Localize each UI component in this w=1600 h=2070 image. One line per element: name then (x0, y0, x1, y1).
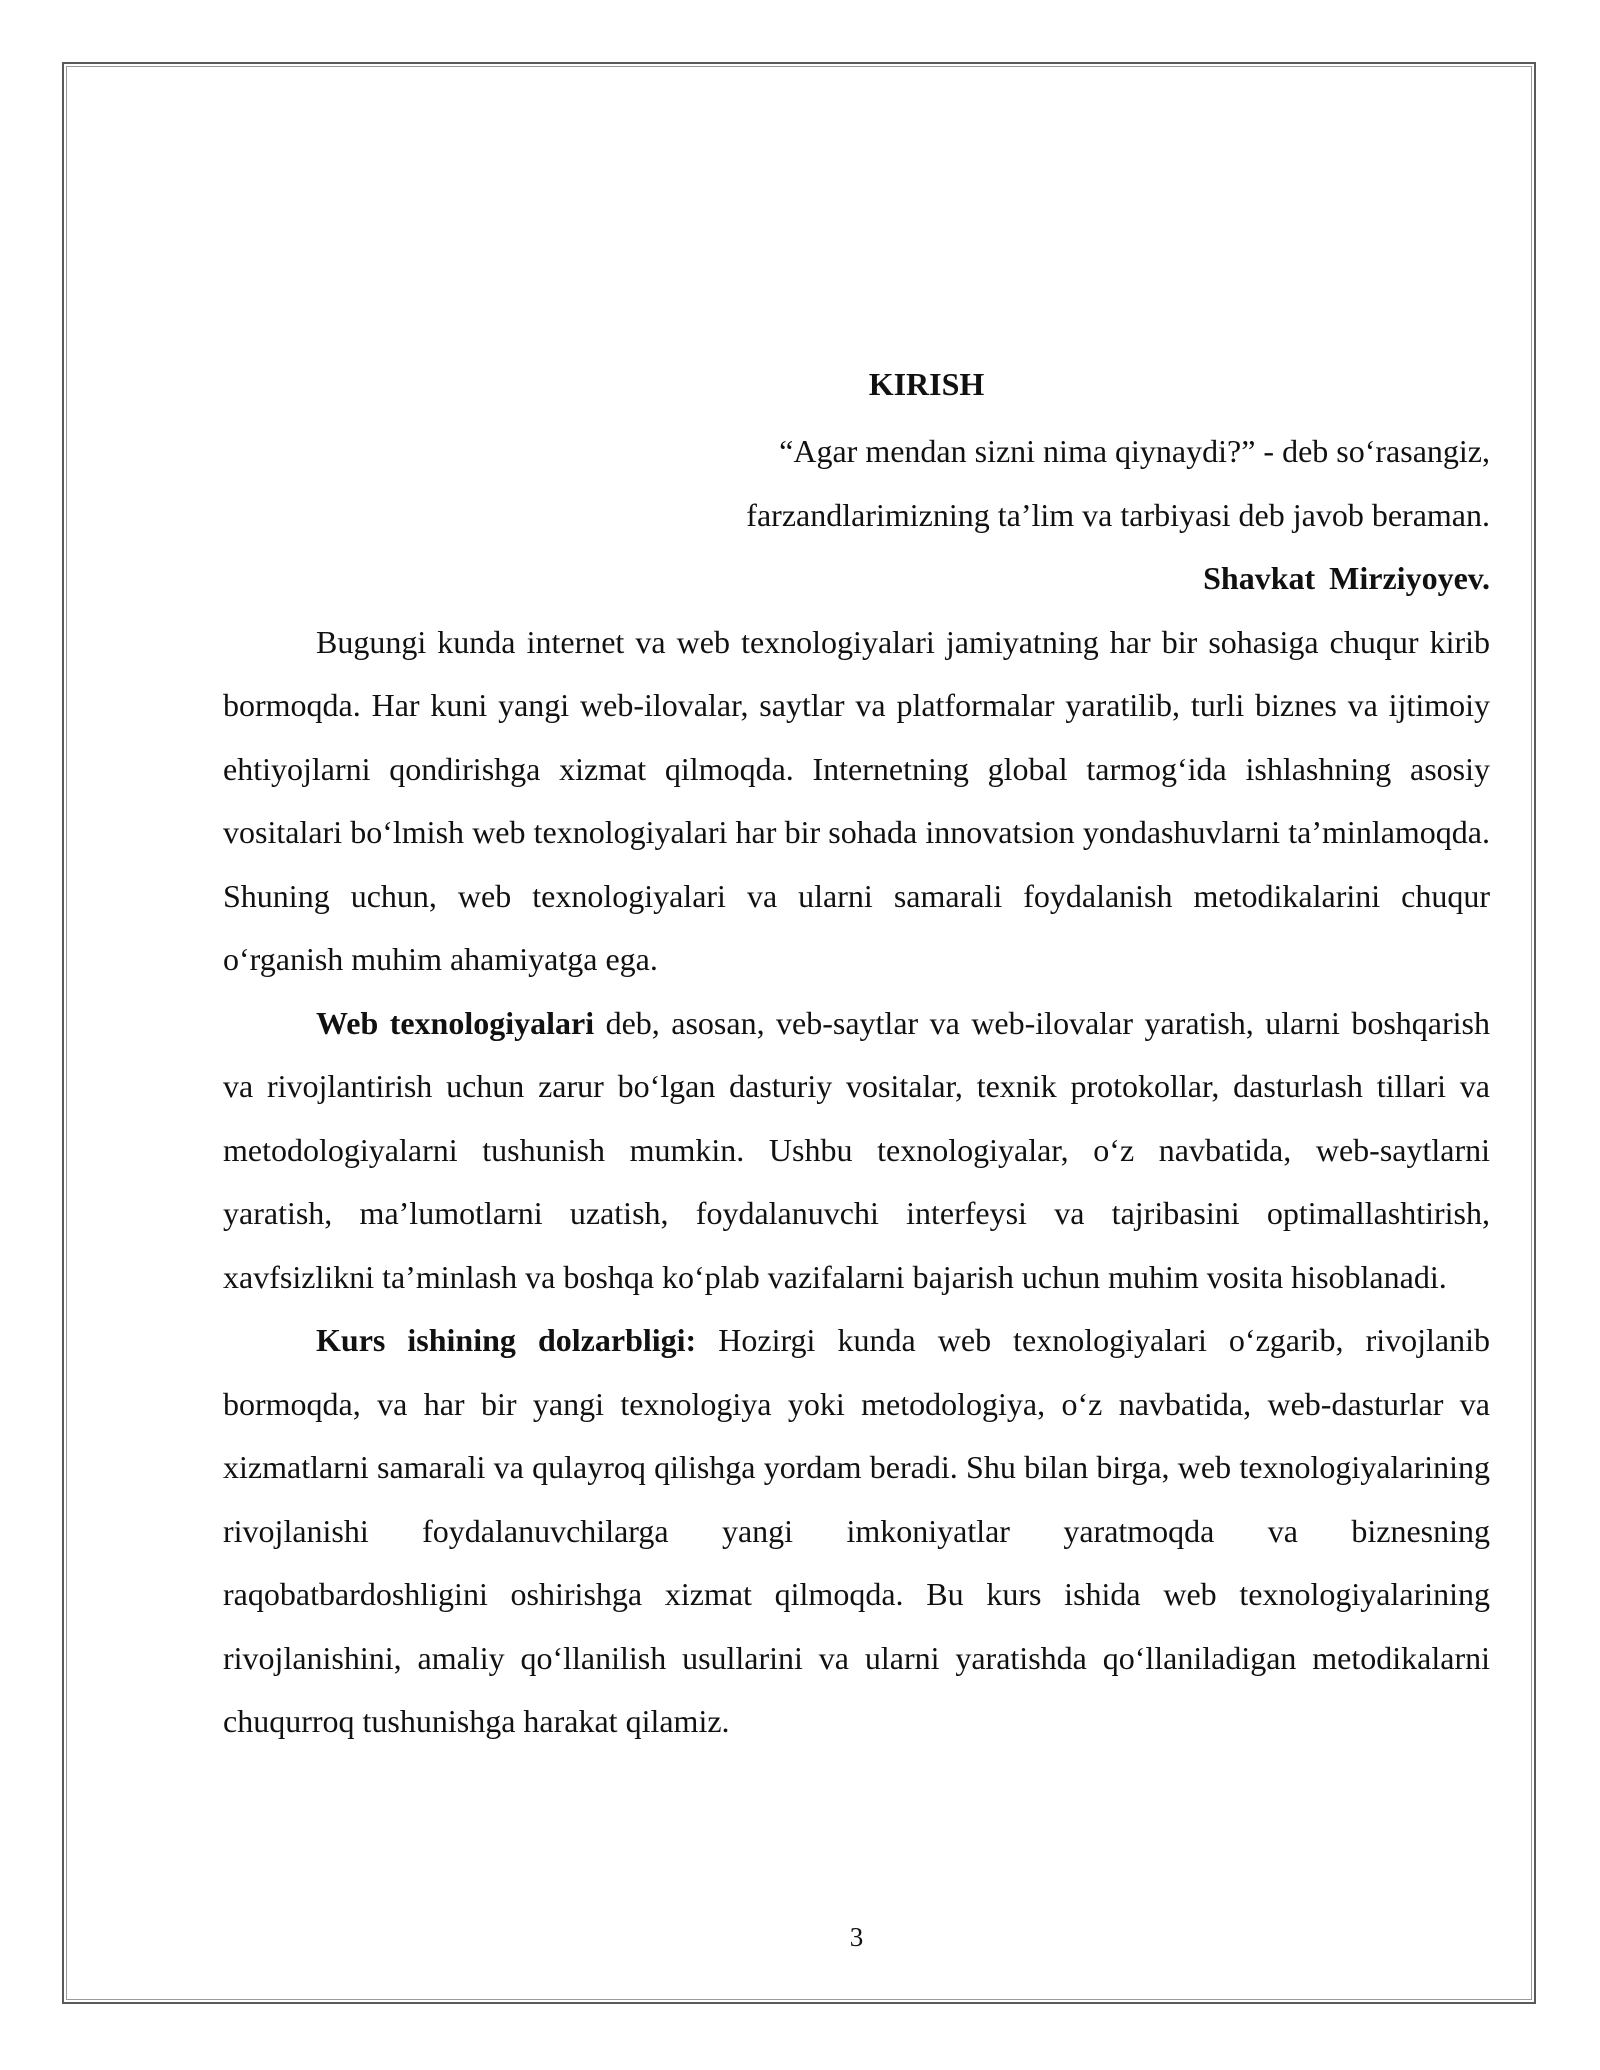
paragraph-web-technologies-lead: Web texnologiyalari (316, 1004, 595, 1041)
epigraph-author: Shavkat Mirziyoyev. (1203, 560, 1490, 596)
epigraph-line-1: “Agar mendan sizni nima qiynaydi?” - deb so‘rasangiz, (779, 433, 1490, 469)
section-heading: KIRISH (868, 366, 985, 402)
paragraph-introduction (223, 611, 1490, 992)
epigraph-line-2: farzandlarimizning ta’lim va tarbiyasi deb javob beraman. (746, 496, 1490, 533)
paragraph-relevance-lead: Kurs ishining dolzarbligi: (316, 1322, 697, 1358)
page-content (223, 356, 1490, 1754)
paragraph-web-technologies (223, 992, 1490, 1310)
page-number: 3 (849, 1922, 864, 1952)
paragraph-web-technologies-text: deb, asosan, veb-saytlar va web-ilovalar yaratish, ularni boshqarish va rivojlantirish uchun zarur bo‘lgan dasturiy vositalar, texnik protokollar, dasturlash tillari va metodologiyalarni tushunish mumkin. Ushbu texnologiyalar, o‘z navbatida, web-saytlarni yaratish, ma’lumotlarni uzatish, foydalanuvchi interfeysi va tajribasini optimallashtirish, xavfsizlikni ta’minlash va boshqa ko‘plab vazifalarni bajarish uchun muhim vosita hisoblanadi. (223, 1004, 1491, 1295)
paragraph-introduction-text: Bugungi kunda internet va web texnologiyalari jamiyatning har bir sohasiga chuqur kirib bormoqda. Har kuni yangi web-ilovalar, saytlar va platformalar yaratilib, turli biznes va ijtimoiy ehtiyojlarni qondirishga xizmat qilmoqda. Internetning global tarmog‘ida ishlashning asosiy vositalari bo‘lmish web texnologiyalari har bir sohada innovatsion yondashuvlarni ta’minlamoqda. Shuning uchun, web texnologiyalari va ularni samarali foydalanish metodikalarini chuqur o‘rganish muhim ahamiyatga ega. (223, 623, 1490, 977)
paragraph-relevance-text: Hozirgi kunda web texnologiyalari o‘zgarib, rivojlanib bormoqda, va har bir yangi texnologiya yoki metodologiya, o‘z navbatida, web-dasturlar va xizmatlarni samarali va qulayroq qilishga yordam beradi. Shu bilan birga, web texnologiyalarining rivojlanishi foydalanuvchilarga yangi imkoniyatlar yaratmoqda va biznesning raqobatbardoshligini oshirishga xizmat qilmoqda. Bu kurs ishida web texnologiyalarining rivojlanishini, amaliy qo‘llanilish usullarini va ularni yaratishda qo‘llaniladigan metodikalarni chuqurroq tushunishga harakat qilamiz. (223, 1322, 1491, 1739)
paragraph-relevance (223, 1309, 1490, 1754)
